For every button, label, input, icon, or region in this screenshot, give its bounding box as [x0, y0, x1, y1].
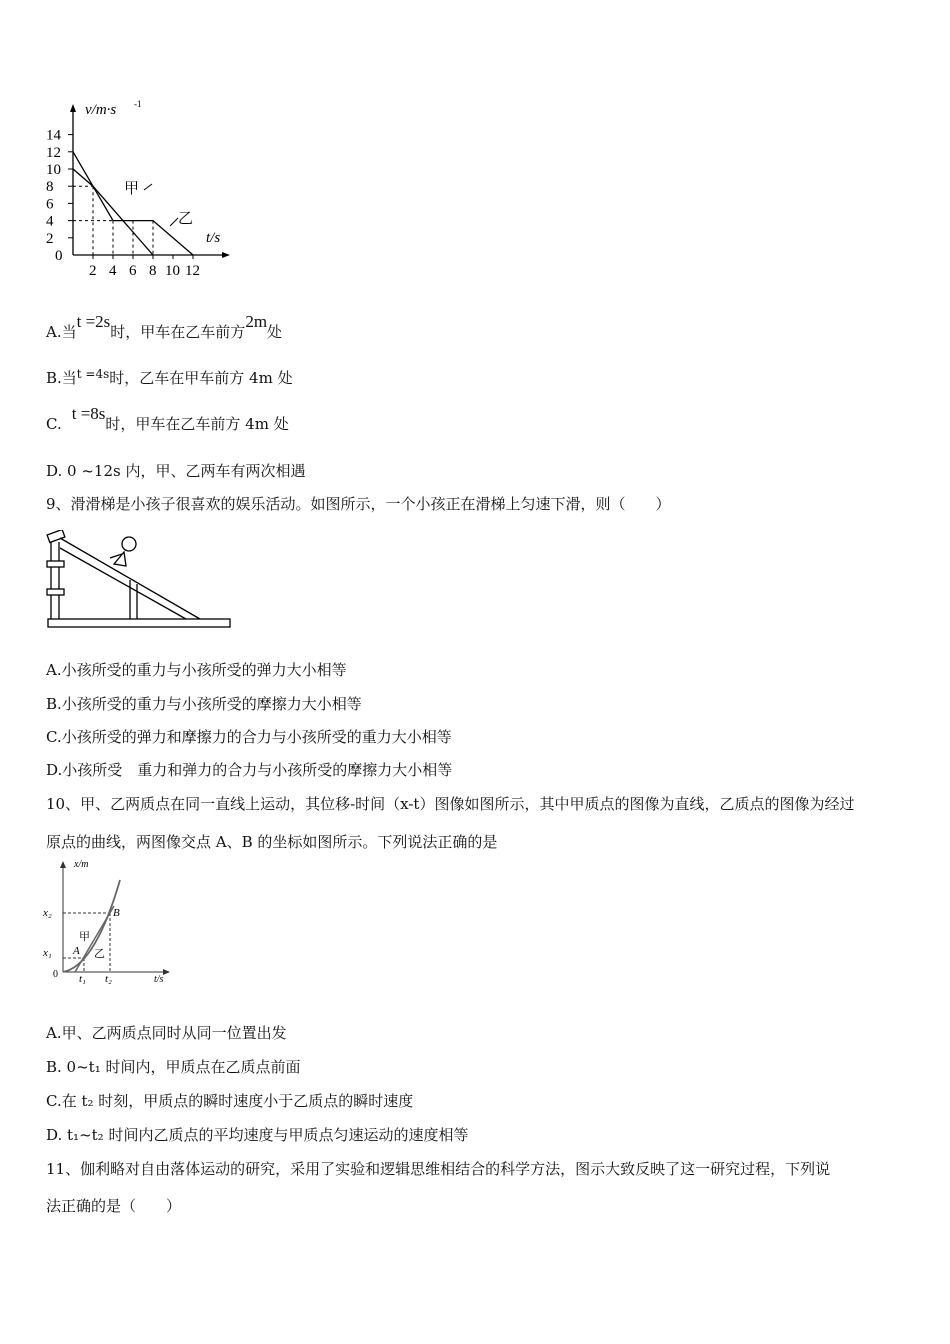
q8-option-b: [46, 368, 293, 389]
slide-figure: [44, 530, 234, 630]
label-yi: 乙: [178, 211, 194, 227]
q8-a-math2: 2m: [245, 312, 268, 331]
y-tick-label: 0: [55, 248, 63, 264]
yi-curve: [63, 880, 120, 972]
ladder-rung-2: [47, 589, 64, 595]
x-tick-label: 10: [165, 263, 180, 279]
q9-option-b: B.小孩所受的重力与小孩所受的摩擦力大小相等: [46, 695, 362, 713]
q8-b-suffix: 时，乙车在甲车前方 4m 处: [109, 369, 293, 387]
q9-option-a: A.小孩所受的重力与小孩所受的弹力大小相等: [46, 661, 347, 679]
q9-stem: 9、滑滑梯是小孩子很喜欢的娱乐活动。如图所示，一个小孩正在滑梯上匀速下滑，则（ ）: [46, 495, 671, 513]
q8-a-suffix: 处: [267, 323, 283, 341]
x-tick-label: 12: [185, 263, 200, 279]
q8-a-prefix: A.当: [46, 323, 77, 341]
q8-b-math: t =4s: [76, 367, 110, 381]
yi-pointer: [170, 218, 178, 226]
x2-label: x₂: [43, 907, 52, 919]
vt-graph-svg: [40, 98, 240, 283]
q9-option-c: C.小孩所受的弹力和摩擦力的合力与小孩所受的重力大小相等: [46, 728, 452, 746]
xt-graph: [40, 858, 175, 988]
y-tick-label: 12: [46, 144, 61, 161]
q10-option-a: A.甲、乙两质点同时从同一位置出发: [46, 1024, 287, 1042]
q8-option-d: D. 0 ~12s 内，甲、乙两车有两次相遇: [46, 462, 306, 480]
series-jia-line: [73, 169, 153, 255]
xt-x-label: t/s: [154, 974, 164, 985]
q8-a-mid: 时，甲车在乙车前方: [110, 323, 246, 341]
x-tick-label: 8: [149, 263, 157, 279]
t1-label: t₁: [79, 973, 86, 985]
jia-pointer: [144, 184, 152, 190]
q10-stem-line2: 原点的曲线，两图像交点 A、B 的坐标如图所示。下列说法正确的是: [46, 833, 498, 851]
y-tick-label: 14: [46, 127, 61, 144]
slide-base: [48, 619, 230, 627]
xt-x-arrow: [163, 969, 170, 975]
y-axis-label: v/m·s: [85, 102, 117, 118]
jia-label: 甲: [79, 931, 90, 943]
label-jia: 甲: [124, 181, 140, 197]
xt-y-label: x/m: [74, 859, 89, 870]
vt-graph: [40, 98, 240, 283]
q8-option-c: [46, 404, 289, 434]
q9-option-d: D.小孩所受 重力和弹力的合力与小孩所受的摩擦力大小相等: [46, 761, 453, 779]
q10-option-d: D. t₁~t₂ 时间内乙质点的平均速度与甲质点匀速运动的速度相等: [46, 1126, 469, 1144]
x-tick-label: 6: [129, 263, 137, 279]
x1-label: x₁: [43, 947, 52, 959]
q8-c-suffix: 时，甲车在乙车前方 4m 处: [105, 415, 289, 433]
x-axis-label: t/s: [206, 230, 221, 246]
y-tick-label: 4: [46, 213, 54, 230]
ladder-rung-1: [47, 561, 64, 567]
point-b-label: B: [113, 907, 120, 919]
child-head: [122, 537, 136, 551]
q11-stem-line1: 11、伽利略对自由落体运动的研究，采用了实验和逻辑思维相结合的科学方法，图示大致反映了这一研究过程，下列说: [46, 1160, 831, 1178]
slide-svg: [44, 530, 234, 630]
yi-label: 乙: [94, 948, 105, 960]
q8-c-math: t =8s: [71, 404, 106, 423]
q8-c-prefix: C.: [46, 415, 62, 433]
q8-b-prefix: B.当: [46, 369, 77, 387]
origin-label: 0: [53, 969, 58, 980]
q10-stem-line1: 10、甲、乙两质点在同一直线上运动，其位移-时间（x-t）图像如图所示，其中甲质点的图像为直线，乙质点的图像为经过: [46, 795, 855, 813]
ladder-top: [47, 530, 65, 542]
y-tick-label: 6: [46, 196, 54, 213]
q8-a-math1: t =2s: [76, 312, 111, 331]
y-tick-label: 8: [46, 179, 54, 196]
q10-option-b: B. 0~t₁ 时间内，甲质点在乙质点前面: [46, 1058, 301, 1076]
x-tick-label: 2: [89, 263, 97, 279]
xt-y-arrow: [60, 861, 66, 868]
q8-option-a: [46, 312, 283, 342]
y-axis-arrow: [70, 104, 76, 112]
x-axis-arrow: [222, 252, 230, 258]
t2-label: t₂: [105, 973, 112, 985]
q11-stem-line2: 法正确的是（ ）: [46, 1197, 182, 1215]
y-tick-label: 2: [46, 230, 54, 247]
q10-option-c: C.在 t₂ 时刻，甲质点的瞬时速度小于乙质点的瞬时速度: [46, 1092, 414, 1110]
x-tick-label: 4: [109, 263, 117, 279]
y-axis-exp: -1: [134, 99, 142, 109]
point-a-label: A: [73, 945, 80, 957]
xt-graph-svg: [40, 858, 175, 988]
y-tick-label: 10: [46, 162, 61, 178]
